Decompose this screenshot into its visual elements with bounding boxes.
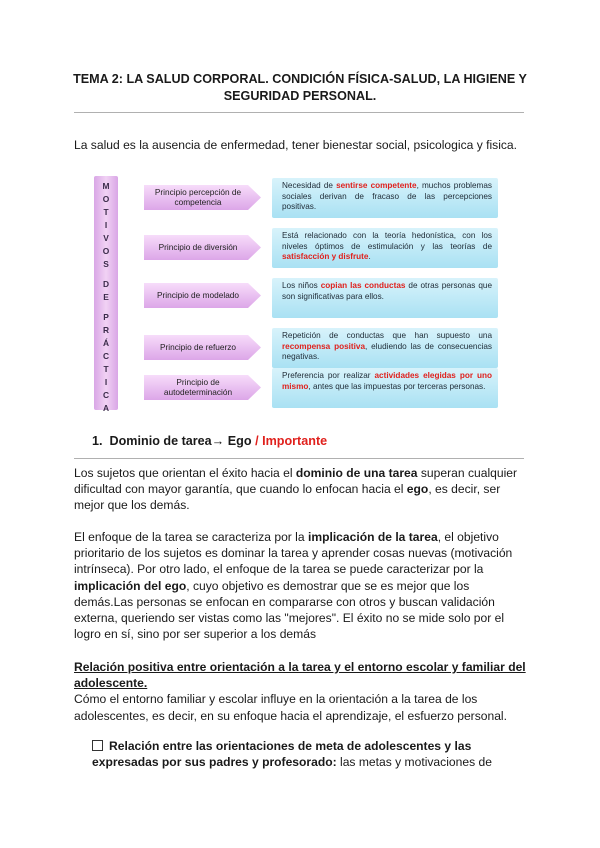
checkbox-icon <box>92 740 103 751</box>
text-run: , es decir, ser mejor que los demás. <box>74 482 501 513</box>
subsection-text: Cómo el entorno familiar y escolar influye en la orientación a la tarea de los adolescentes, es decir, en su enfoque hacia el aprendizaje, el esfuerzo personal. <box>74 692 507 723</box>
principle-arrow <box>144 375 262 400</box>
desc-highlight: sentirse competente <box>336 181 417 190</box>
principle-description <box>272 278 498 318</box>
desc-text: Preferencia por realizar <box>282 371 375 380</box>
text-run: superan cualquier dificultad con mayor garantía, que cuando lo enfocan hacia el <box>74 466 518 497</box>
principle-arrow <box>144 335 262 360</box>
side-letter: V <box>103 233 109 243</box>
principle-description <box>272 178 498 218</box>
motives-side-label <box>94 176 118 413</box>
side-letter: T <box>103 364 109 374</box>
principle-label: Principio de modelado <box>156 289 240 300</box>
subsection-heading: Relación positiva entre orientación a la tarea y el entorno escolar y familiar del adolescente. <box>74 660 526 691</box>
principle-description <box>272 368 498 408</box>
desc-text: , muchos problemas sociales derivan de fracaso de las percepciones positivas. <box>282 181 492 212</box>
bold-term: implicación de la tarea <box>307 530 438 544</box>
principle-label: Principio de autodeterminación <box>163 376 233 397</box>
intro-text: La salud es la ausencia de enfermedad, tener bienestar social, psicologica y fisica. <box>74 138 518 152</box>
bold-term: implicación del ego <box>74 578 187 593</box>
desc-highlight: actividades elegidas por uno mismo <box>282 371 492 391</box>
section-heading-1 <box>92 434 327 448</box>
text-run: , cuyo objetivo es demostrar que se es mejor que los demás.Las personas se enfocan en compararse con otros y buscan validación externa, queriendo ser vistas como las "mejores". El éxito no se mide solo por el logro en sí, sino por ser superior a los demás <box>74 578 505 642</box>
side-letter: E <box>103 292 109 302</box>
principle-label: Principio de diversión <box>158 241 238 252</box>
side-letter: C <box>102 351 110 361</box>
side-letter: P <box>103 312 109 322</box>
principle-arrow <box>144 185 262 210</box>
desc-text: Los niños <box>282 281 321 290</box>
side-letter: T <box>103 207 109 217</box>
principle-label: Principio percepción de competencia <box>154 186 242 207</box>
principle-description <box>272 328 498 368</box>
bold-term: ego <box>406 482 429 497</box>
text-run: El enfoque de la tarea se caracteriza por la <box>74 530 308 544</box>
side-letter: M <box>102 181 110 191</box>
side-letter: I <box>104 220 108 230</box>
desc-text: Está relacionado con la teoría hedonística, con los niveles óptimos de estimulación y las teorías de <box>282 231 492 251</box>
title-line-2: SEGURIDAD PERSONAL. <box>223 89 377 103</box>
checkbox-item-text: las metas y motivaciones de <box>336 755 492 770</box>
side-letter: D <box>102 279 110 289</box>
text-run: , el objetivo prioritario de los sujetos es dominar la tarea y aprender cosas nuevas (motivación intrínseca). Por otro lado, el enfoque de la tarea se puede caracterizar por la <box>74 530 513 577</box>
checkbox-item-bold: Relación entre las orientaciones de meta de adolescentes y las expresadas por sus padres y profesorado: <box>92 739 472 770</box>
important-tag: / Importante <box>255 434 328 448</box>
desc-text: , antes que las impuestas por terceras personas. <box>308 381 486 391</box>
desc-highlight: copian las conductas <box>320 281 406 290</box>
desc-highlight: satisfacción y disfrute <box>282 252 369 262</box>
section-title: Dominio de tarea→ Ego <box>109 434 252 448</box>
subsection <box>74 659 526 724</box>
page-title <box>60 71 540 105</box>
side-letter: R <box>102 325 110 335</box>
principle-arrow <box>144 283 262 308</box>
desc-text: Necesidad de <box>282 181 337 190</box>
principle-label: Principio de refuerzo <box>159 341 237 352</box>
title-line-1: TEMA 2: LA SALUD CORPORAL. CONDICIÓN FÍSICA-SALUD, LA HIGIENE Y <box>73 72 527 86</box>
bold-term: dominio de una tarea <box>295 466 418 480</box>
paragraph-implication <box>74 529 526 642</box>
paragraph-task-ego <box>74 465 526 514</box>
section-divider <box>74 458 524 459</box>
principle-arrow <box>144 235 262 260</box>
text-run: Los sujetos que orientan el éxito hacia el <box>74 466 296 480</box>
desc-text: Repetición de conductas que han supuesto una <box>282 331 492 340</box>
checkbox-item <box>92 738 522 770</box>
section-number: 1. <box>92 434 103 448</box>
side-letter: I <box>104 377 108 387</box>
desc-text: de otras personas que son significativas para ellos. <box>282 281 493 301</box>
desc-text: . <box>368 252 371 262</box>
desc-highlight: recompensa positiva <box>282 341 366 351</box>
side-letter: A <box>102 403 110 413</box>
desc-text: , eludiendo las de consecuencias negativas. <box>282 341 493 362</box>
side-letter: C <box>102 390 110 400</box>
side-letter: Á <box>102 338 110 348</box>
title-divider <box>74 112 524 113</box>
side-letter: S <box>103 259 109 269</box>
side-letter: O <box>102 194 110 204</box>
principle-description <box>272 228 498 268</box>
side-letter: O <box>102 246 110 256</box>
